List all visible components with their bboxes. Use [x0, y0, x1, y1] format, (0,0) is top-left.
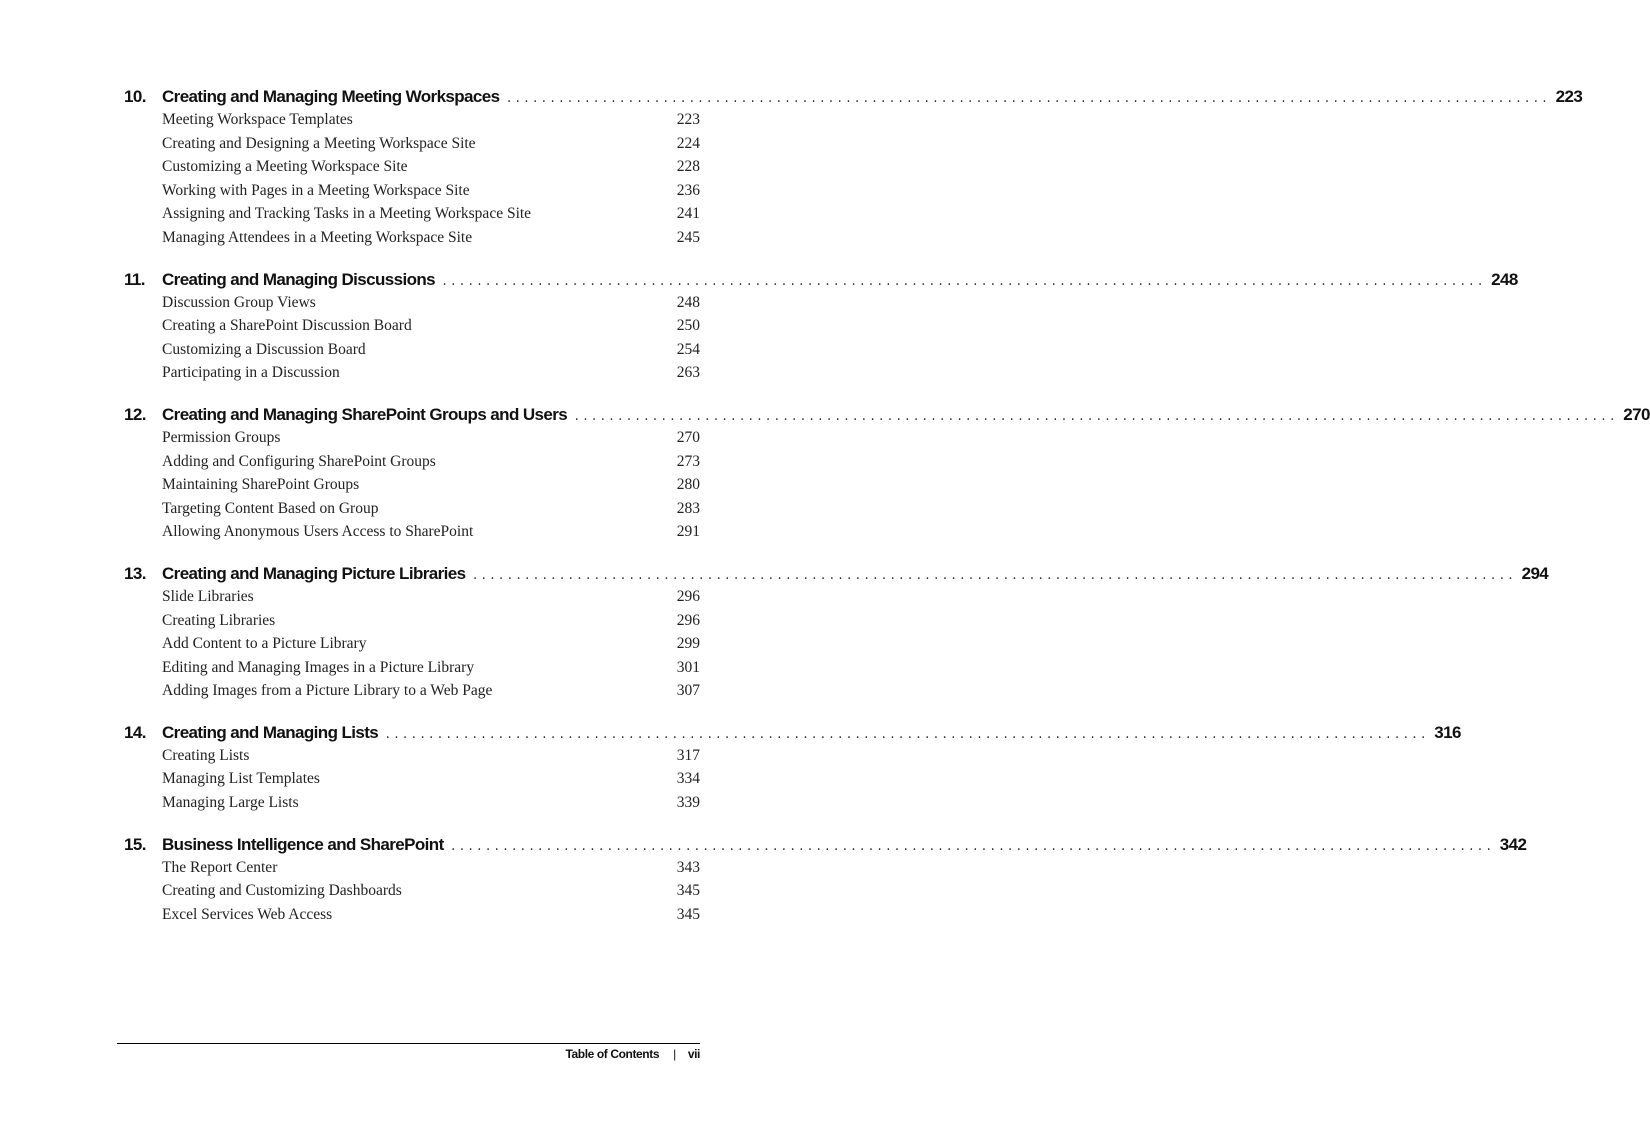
- section-title: Adding and Configuring SharePoint Groups: [162, 452, 436, 470]
- chapter-heading[interactable]: [124, 722, 1461, 747]
- section-title: Creating and Customizing Dashboards: [162, 882, 402, 900]
- section-page-number: 307: [676, 682, 700, 700]
- chapter-number: 13.: [124, 563, 146, 583]
- section-title: Slide Libraries: [162, 587, 254, 605]
- section-page-number: 317: [676, 746, 700, 764]
- section-title: Permission Groups: [162, 428, 281, 446]
- section-page-number: 334: [676, 770, 700, 788]
- chapter-heading[interactable]: [124, 563, 1549, 588]
- section-title: Discussion Group Views: [162, 293, 316, 311]
- section-entry[interactable]: [124, 588, 700, 612]
- section-entry[interactable]: [124, 229, 700, 253]
- chapter-number: 15.: [124, 834, 146, 854]
- chapter-title: Creating and Managing Meeting Workspaces: [162, 87, 500, 106]
- section-page-number: 283: [676, 499, 700, 517]
- section-entry[interactable]: [124, 294, 700, 318]
- section-entry[interactable]: [124, 794, 700, 818]
- section-page-number: 241: [676, 205, 700, 223]
- section-page-number: 296: [676, 611, 700, 629]
- dot-leader: ........................................................................................................................: [573, 409, 1618, 424]
- section-page-number: 280: [676, 476, 700, 494]
- section-title: Meeting Workspace Templates: [162, 111, 353, 128]
- chapter-title: Creating and Managing Discussions: [162, 269, 436, 289]
- section-entry[interactable]: [124, 135, 700, 159]
- dot-leader: ........................................................................................................................: [505, 92, 1550, 106]
- chapter-title: Creating and Managing Picture Libraries: [162, 563, 466, 583]
- section-page-number: 345: [676, 905, 700, 923]
- section-page-number: 250: [676, 317, 700, 335]
- footer-rule: [117, 1043, 700, 1044]
- section-title: Managing Attendees in a Meeting Workspace Site: [162, 228, 473, 246]
- section-entry[interactable]: [124, 500, 700, 524]
- chapter-page-number: 316: [1434, 722, 1461, 742]
- section-page-number: 245: [676, 228, 700, 246]
- section-entry[interactable]: [124, 364, 700, 388]
- section-title: Excel Services Web Access: [162, 905, 333, 923]
- toc-chapter: [124, 269, 1518, 388]
- section-entry[interactable]: [124, 659, 700, 683]
- dot-leader: ........................................................................................................................: [471, 568, 1516, 583]
- section-entry[interactable]: [124, 158, 700, 182]
- section-page-number: 291: [676, 523, 700, 541]
- footer-label: Table of Contents: [565, 1047, 660, 1061]
- section-page-number: 345: [676, 882, 700, 900]
- section-entry[interactable]: [124, 770, 700, 794]
- chapter-heading[interactable]: [124, 87, 1583, 111]
- chapter-page-number: 342: [1499, 834, 1527, 854]
- dot-leader: ........................................................................................................................: [384, 727, 1429, 742]
- chapter-title: Creating and Managing Lists: [162, 722, 379, 742]
- toc-chapter: [124, 722, 1461, 818]
- section-title: Maintaining SharePoint Groups: [162, 476, 360, 494]
- section-page-number: 263: [676, 364, 700, 382]
- section-entry[interactable]: [124, 612, 700, 636]
- dot-leader: ........................................................................................................................: [441, 274, 1486, 289]
- section-entry[interactable]: [124, 682, 700, 706]
- chapter-heading[interactable]: [124, 834, 1527, 859]
- toc-chapter: [124, 87, 1583, 253]
- toc-chapter: [124, 404, 1650, 547]
- chapter-title: Creating and Managing SharePoint Groups and Users: [162, 404, 568, 424]
- section-entry[interactable]: [124, 882, 700, 906]
- section-page-number: 299: [676, 635, 700, 653]
- section-title: Targeting Content Based on Group: [162, 499, 379, 517]
- chapter-page-number: 294: [1521, 563, 1549, 583]
- section-page-number: 296: [676, 587, 700, 605]
- section-entry[interactable]: [124, 747, 700, 771]
- chapter-page-number: 248: [1491, 269, 1518, 289]
- section-entry[interactable]: [124, 476, 700, 500]
- section-page-number: 270: [676, 428, 700, 446]
- section-title: Assigning and Tracking Tasks in a Meeting Workspace Site: [162, 205, 532, 223]
- section-title: Adding Images from a Picture Library to a Web Page: [162, 682, 493, 700]
- toc-chapter: [124, 563, 1549, 706]
- section-page-number: 273: [676, 452, 700, 470]
- chapter-heading[interactable]: [124, 404, 1650, 429]
- toc-chapter: [124, 834, 1527, 930]
- table-of-contents: [124, 87, 1650, 946]
- section-title: Creating Lists: [162, 746, 250, 764]
- section-entry[interactable]: [124, 205, 700, 229]
- section-title: Managing Large Lists: [162, 794, 299, 812]
- section-title: Participating in a Discussion: [162, 364, 340, 382]
- section-title: Customizing a Discussion Board: [162, 340, 366, 358]
- chapter-number: 12.: [124, 404, 146, 424]
- chapter-number: 10.: [124, 87, 146, 106]
- section-title: Creating and Designing a Meeting Workspace Site: [162, 134, 476, 152]
- section-page-number: 301: [676, 658, 700, 676]
- section-title: Allowing Anonymous Users Access to SharePoint: [162, 523, 474, 541]
- page-footer: [565, 1047, 700, 1061]
- section-page-number: 223: [676, 111, 700, 128]
- dot-leader: ........................................................................................................................: [449, 839, 1494, 854]
- section-entry[interactable]: [124, 453, 700, 477]
- section-page-number: 236: [676, 181, 700, 199]
- section-page-number: 248: [676, 293, 700, 311]
- chapter-page-number: 270: [1623, 404, 1650, 424]
- section-title: Creating Libraries: [162, 611, 276, 629]
- footer-page-number: vii: [687, 1047, 700, 1061]
- chapter-title: Business Intelligence and SharePoint: [162, 834, 444, 854]
- section-title: Creating a SharePoint Discussion Board: [162, 317, 412, 335]
- footer-separator: |: [673, 1047, 676, 1061]
- section-entry[interactable]: [124, 429, 700, 453]
- section-entry[interactable]: [124, 341, 700, 365]
- section-page-number: 228: [676, 158, 700, 176]
- section-entry[interactable]: [124, 523, 700, 547]
- section-title: Editing and Managing Images in a Picture Library: [162, 658, 475, 676]
- section-entry[interactable]: [124, 859, 700, 883]
- section-entry[interactable]: [124, 111, 700, 135]
- section-title: Managing List Templates: [162, 770, 320, 788]
- section-page-number: 254: [676, 340, 700, 358]
- section-title: Customizing a Meeting Workspace Site: [162, 158, 408, 176]
- section-entry[interactable]: [124, 182, 700, 206]
- section-entry[interactable]: [124, 906, 700, 930]
- section-page-number: 343: [676, 858, 700, 876]
- chapter-number: 14.: [124, 722, 146, 742]
- section-title: The Report Center: [162, 858, 278, 876]
- section-title: Add Content to a Picture Library: [162, 635, 367, 653]
- section-entry[interactable]: [124, 317, 700, 341]
- section-page-number: 224: [676, 134, 700, 152]
- chapter-number: 11.: [124, 269, 145, 289]
- section-page-number: 339: [676, 794, 700, 812]
- chapter-heading[interactable]: [124, 269, 1518, 294]
- section-title: Working with Pages in a Meeting Workspace Site: [162, 181, 470, 199]
- section-entry[interactable]: [124, 635, 700, 659]
- chapter-page-number: 223: [1555, 87, 1583, 106]
